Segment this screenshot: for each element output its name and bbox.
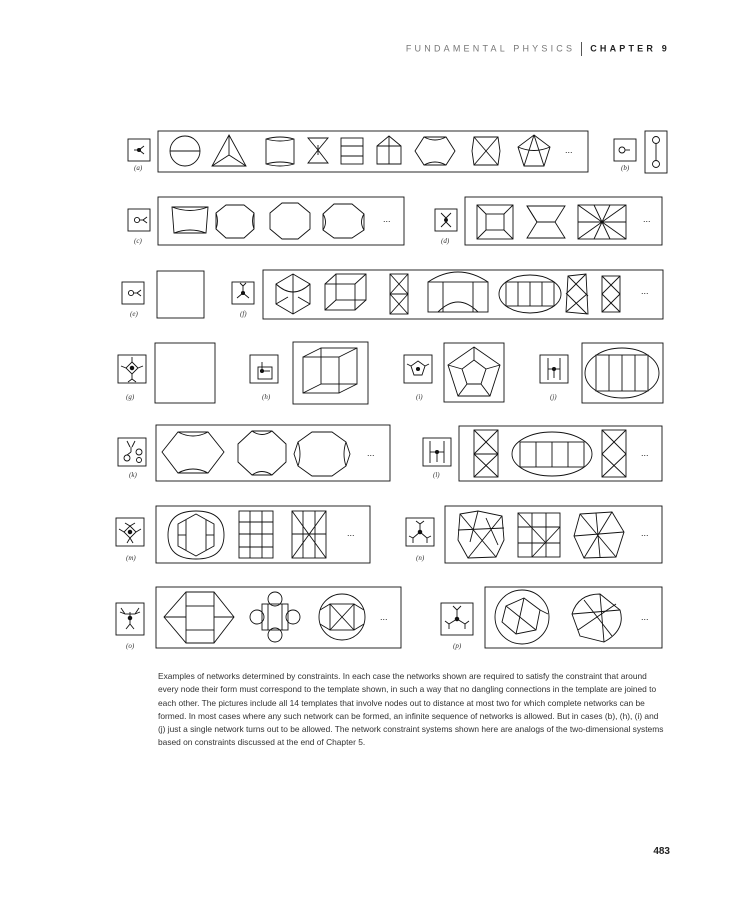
- network-d-1: [477, 205, 513, 239]
- panel-label-k: (k): [129, 471, 137, 479]
- network-a-2: [212, 135, 246, 166]
- network-f-2: [325, 274, 366, 310]
- network-f-7: [602, 276, 620, 312]
- ellipsis-d: ...: [643, 214, 651, 224]
- network-a-4: [308, 138, 328, 163]
- network-d-3: [578, 205, 626, 239]
- network-a-7: [415, 137, 455, 165]
- template-g: [121, 357, 143, 382]
- network-k-2: [238, 431, 286, 475]
- network-strip-o: [156, 587, 401, 648]
- network-l-2: [512, 432, 592, 476]
- template-d: [441, 213, 451, 227]
- section-title: FUNDAMENTAL PHYSICS: [405, 43, 576, 54]
- ellipsis-p: ...: [641, 612, 649, 622]
- network-c-3: [270, 203, 310, 239]
- ellipsis-c: ...: [383, 214, 391, 224]
- panel-d: [435, 197, 662, 245]
- network-p-2: [572, 594, 621, 642]
- network-strip-e: [157, 271, 204, 318]
- panel-p: [441, 587, 662, 650]
- panel-label-j: (j): [550, 393, 557, 401]
- network-n-1: [458, 511, 504, 558]
- network-l-3: [602, 430, 626, 477]
- network-j-1: [585, 348, 659, 398]
- panel-label-a: (a): [134, 164, 143, 172]
- template-p: [445, 606, 469, 629]
- template-box-e: [122, 282, 144, 304]
- network-f-5: [499, 275, 561, 313]
- network-a-5: [341, 138, 363, 164]
- panel-n: [406, 506, 662, 563]
- panel-b: [614, 131, 667, 173]
- network-a-6: [377, 136, 401, 164]
- template-i: [407, 361, 429, 375]
- template-e: [128, 290, 141, 296]
- network-d-2: [527, 206, 565, 238]
- template-a: [134, 146, 144, 154]
- ellipsis-n: ...: [641, 528, 649, 538]
- figure-caption: Examples of networks determined by constraints. In each case the networks shown are required to satisfy the constraint that around every node their form must correspond to the template shown, in such a way that no dangling connections in the template are joined to each other. The pictures include all 14 templates that involve nodes out to distance at most two for which complete networks can be formed. In most cases where any such network can be formed, an infinite sequence of networks is allowed. But in cases (b), (h), (i) and (j) just a single network turns out to be allowed. The network constraint systems shown here are analogs of the two-dimensional systems based on constraints discussed at the end of Chapter 5.: [158, 671, 664, 748]
- template-m: [119, 523, 141, 543]
- panel-e: [122, 271, 204, 318]
- panel-i: [404, 343, 504, 402]
- ellipsis-m: ...: [347, 528, 355, 538]
- network-k-1: [162, 432, 224, 473]
- network-o-1: [164, 592, 234, 643]
- panel-label-d: (d): [441, 237, 450, 245]
- panel-c: [128, 197, 404, 245]
- template-j: [548, 358, 560, 380]
- panel-l: [423, 426, 662, 481]
- panel-g: [118, 343, 215, 403]
- panel-label-b: (b): [621, 164, 630, 172]
- network-f-6: [566, 274, 588, 314]
- network-m-3: [292, 511, 326, 558]
- template-h: [258, 362, 272, 379]
- panel-label-e: (e): [130, 310, 138, 318]
- template-k: [124, 441, 142, 463]
- network-o-3: [319, 594, 365, 640]
- panel-label-i: (i): [416, 393, 423, 401]
- panel-o: [116, 587, 401, 650]
- network-f-3: [390, 274, 408, 314]
- ellipsis-k: ...: [367, 448, 375, 458]
- network-strip-l: [459, 426, 662, 481]
- panel-label-l: (l): [433, 471, 440, 479]
- network-strip-m: [156, 506, 370, 563]
- ellipsis-a: ...: [565, 145, 573, 155]
- network-c-4: [323, 204, 364, 238]
- panel-h: [250, 342, 368, 404]
- network-strip-j: [582, 343, 663, 403]
- network-a-8: [472, 137, 500, 165]
- template-box-c: [128, 209, 150, 231]
- network-c-1: [172, 207, 208, 233]
- panel-m: [116, 506, 370, 563]
- template-b: [619, 147, 630, 153]
- chapter-title: CHAPTER 9: [590, 43, 670, 54]
- panel-label-f: (f): [240, 310, 247, 318]
- network-f-1: [276, 274, 310, 314]
- panel-label-o: (o): [126, 642, 135, 650]
- panel-label-g: (g): [126, 393, 135, 401]
- network-i-1: [448, 347, 500, 396]
- network-l-1: [474, 430, 498, 477]
- ellipsis-o: ...: [380, 612, 388, 622]
- network-f-4: [428, 272, 488, 312]
- template-l: [430, 441, 444, 463]
- template-o: [120, 608, 140, 629]
- network-m-2: [239, 511, 273, 558]
- panel-k: [118, 425, 390, 481]
- network-b-1: [653, 137, 660, 168]
- panel-label-h: (h): [262, 393, 271, 401]
- network-k-3: [294, 432, 350, 476]
- panel-f: [232, 270, 663, 319]
- network-a-1: [170, 136, 200, 166]
- network-a-3: [266, 137, 294, 166]
- panel-label-p: (p): [453, 642, 462, 650]
- panel-label-c: (c): [134, 237, 142, 245]
- panel-j: [540, 343, 663, 403]
- network-strip-g: [155, 343, 215, 403]
- panel-a: [128, 131, 588, 172]
- template-c: [134, 217, 147, 223]
- ellipsis-l: ...: [641, 448, 649, 458]
- network-c-2: [216, 205, 254, 238]
- template-n: [409, 521, 431, 543]
- network-p-1: [495, 590, 549, 644]
- network-n-2: [518, 513, 560, 557]
- panel-label-n: (n): [416, 554, 425, 562]
- network-a-9: [518, 135, 550, 166]
- ellipsis-f: ...: [641, 286, 649, 296]
- page-number: 483: [653, 846, 670, 857]
- network-n-3: [574, 512, 624, 558]
- network-h-1: [303, 348, 357, 393]
- network-o-2: [250, 592, 300, 642]
- network-m-1: [168, 511, 224, 559]
- template-f: [237, 283, 249, 298]
- panel-label-m: (m): [126, 554, 136, 562]
